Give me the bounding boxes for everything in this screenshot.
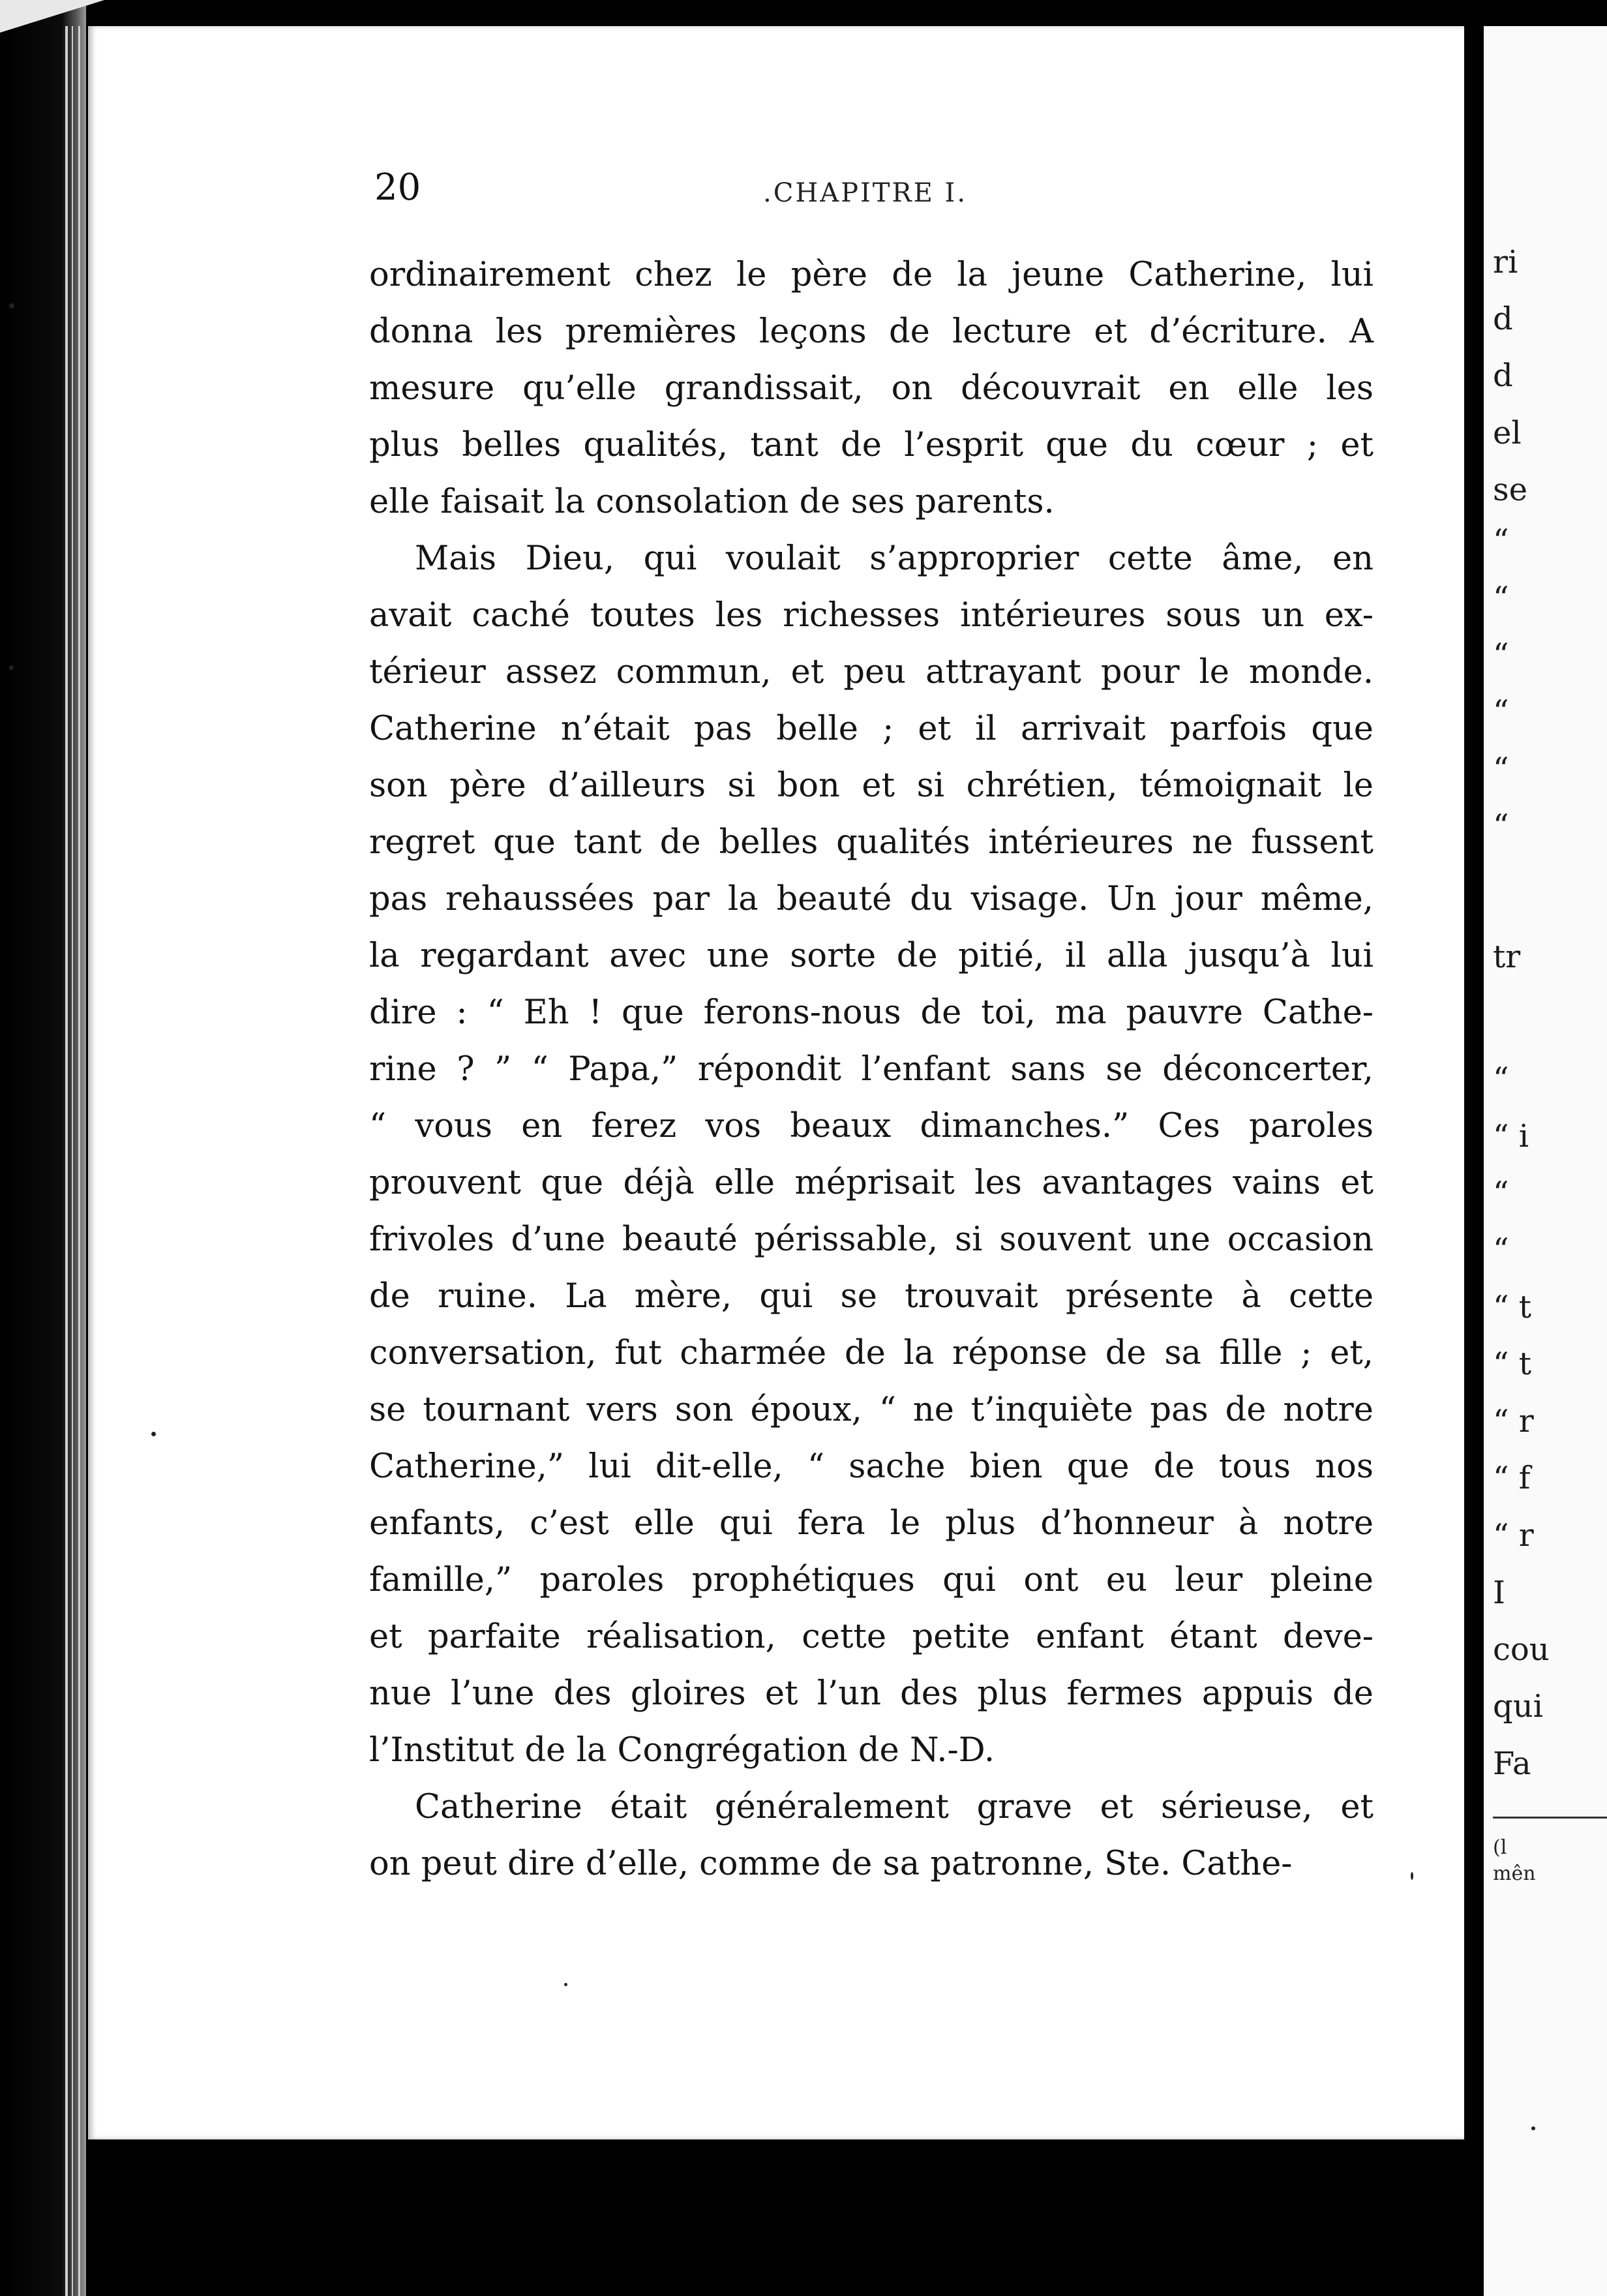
text-line: Catherine,” lui dit-elle, “ sache bien que de tous nos: [369, 1447, 1374, 1486]
facing-text-line: “: [1493, 522, 1509, 559]
page-header: [374, 166, 1375, 219]
facing-text-line: ri: [1493, 244, 1518, 280]
facing-text-line: d: [1493, 301, 1513, 337]
facing-text-line: d: [1493, 357, 1513, 394]
text-line: enfants, c’est elle qui fera le plus d’honneur à notre: [369, 1504, 1374, 1543]
scan-speck: [1411, 1872, 1413, 1880]
facing-text-line: qui: [1493, 1688, 1543, 1725]
text-line: et parfaite réalisation, cette petite enfant étant deve-: [369, 1618, 1374, 1656]
facing-text-line: “: [1493, 580, 1509, 616]
facing-footnote-line: (l: [1493, 1836, 1507, 1859]
facing-text-line: “ i: [1493, 1118, 1529, 1155]
text-line: donna les premières leçons de lecture et d’écriture. A: [369, 312, 1374, 351]
text-line: prouvent que déjà elle méprisait les avantages vains et: [369, 1164, 1374, 1202]
text-line: avait caché toutes les richesses intérieures sous un ex-: [369, 596, 1374, 635]
scan-speck: [1531, 2126, 1535, 2130]
facing-text-line: “ r: [1493, 1403, 1534, 1440]
text-line: elle faisait la consolation de ses parents.: [369, 483, 1055, 521]
facing-text-line: “ f: [1493, 1460, 1531, 1496]
scan-speck: [151, 1432, 156, 1436]
scan-speck: [9, 665, 14, 670]
facing-text-line: “: [1493, 1231, 1509, 1268]
facing-text-line: “: [1493, 1061, 1509, 1097]
facing-text-line: “: [1493, 693, 1509, 730]
facing-text-line: el: [1493, 415, 1522, 451]
page-edge-line: [65, 26, 68, 2296]
text-line: “ vous en ferez vos beaux dimanches.” Ces paroles: [369, 1107, 1374, 1145]
facing-text-line: cou: [1493, 1631, 1550, 1668]
text-line: mesure qu’elle grandissait, on découvrait en elle les: [369, 369, 1374, 408]
facing-text-line: Fa: [1493, 1745, 1531, 1782]
facing-footnote-line: mên: [1493, 1862, 1536, 1885]
text-line: ordinairement chez le père de la jeune Catherine, lui: [369, 256, 1374, 294]
text-line: l’Institut de la Congrégation de N.-D.: [369, 1731, 995, 1770]
facing-text-line: “ r: [1493, 1517, 1534, 1554]
text-line: famille,” paroles prophétiques qui ont eu leur pleine: [369, 1561, 1374, 1599]
scan-speck: [564, 1983, 567, 1986]
facing-text-line: “ t: [1493, 1289, 1532, 1325]
scan-frame-top: [0, 0, 1607, 26]
facing-page-fragment: [1484, 26, 1607, 2296]
text-line: regret que tant de belles qualités intérieures ne fussent: [369, 823, 1374, 862]
facing-text-line: tr: [1493, 939, 1521, 975]
text-line: conversation, fut charmée de la réponse de sa fille ; et,: [369, 1334, 1374, 1372]
page-number: 20: [374, 166, 421, 209]
facing-text-line: se: [1493, 472, 1528, 508]
scan-speck: [9, 303, 14, 309]
book-gutter: [1464, 0, 1484, 2296]
book-page-edges: [0, 0, 86, 2296]
footnote-rule: [1493, 1817, 1607, 1819]
text-line: se tournant vers son époux, “ ne t’inquiète pas de notre: [369, 1391, 1374, 1429]
text-line: rine ? ” “ Papa,” répondit l’enfant sans se déconcerter,: [369, 1050, 1374, 1089]
text-line: nue l’une des gloires et l’un des plus fermes appuis de: [369, 1674, 1374, 1713]
facing-text-line: I: [1493, 1575, 1505, 1611]
facing-text-line: “: [1493, 1175, 1509, 1211]
text-line: pas rehaussées par la beauté du visage. Un jour même,: [369, 880, 1374, 918]
running-head: .CHAPITRE I.: [763, 178, 968, 208]
text-line: dire : “ Eh ! que ferons-nous de toi, ma pauvre Cathe-: [369, 993, 1374, 1032]
text-line: Catherine n’était pas belle ; et il arrivait parfois que: [369, 710, 1374, 748]
page-edge-line: [78, 26, 80, 2296]
text-line: on peut dire d’elle, comme de sa patronne, Ste. Cathe-: [369, 1845, 1293, 1883]
text-line: frivoles d’une beauté périssable, si souvent une occasion: [369, 1220, 1374, 1259]
text-line: son père d’ailleurs si bon et si chrétien, témoignait le: [369, 766, 1374, 805]
text-line: plus belles qualités, tant de l’esprit que du cœur ; et: [369, 426, 1374, 464]
text-line: la regardant avec une sorte de pitié, il alla jusqu’à lui: [369, 937, 1374, 975]
page-edge-line: [72, 26, 73, 2296]
text-line: Catherine était généralement grave et sérieuse, et: [415, 1788, 1374, 1826]
text-line: térieur assez commun, et peu attrayant pour le monde.: [369, 653, 1374, 691]
facing-text-line: “: [1493, 808, 1509, 844]
facing-text-line: “ t: [1493, 1346, 1532, 1382]
scan-frame-bottom: [88, 2139, 1464, 2296]
facing-text-line: “: [1493, 637, 1509, 673]
body-text: [369, 247, 1374, 1892]
text-line: de ruine. La mère, qui se trouvait présente à cette: [369, 1277, 1374, 1316]
facing-text-line: “: [1493, 751, 1509, 787]
text-line: Mais Dieu, qui voulait s’approprier cette âme, en: [415, 539, 1374, 578]
